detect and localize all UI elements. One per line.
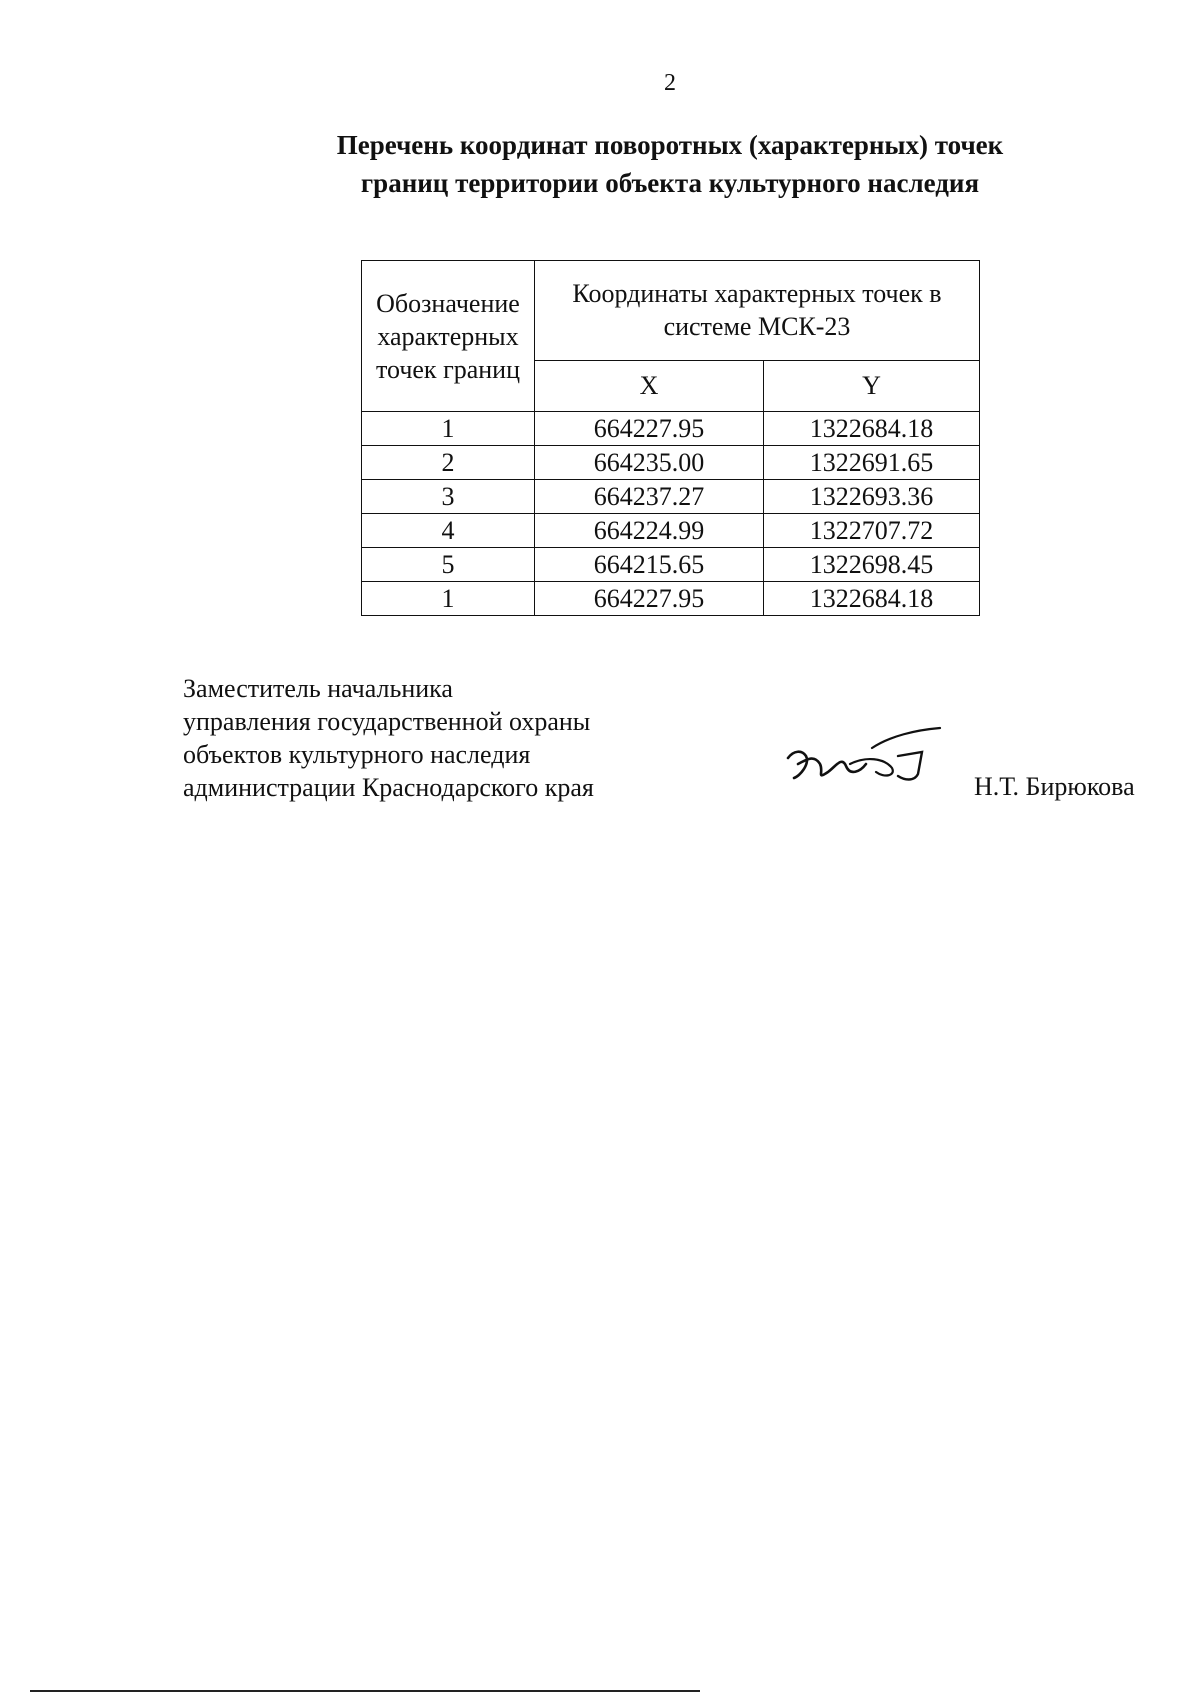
- y-value: 1322693.36: [764, 480, 980, 514]
- point-number: 2: [362, 446, 535, 480]
- point-number: 3: [362, 480, 535, 514]
- y-value: 1322684.18: [764, 582, 980, 616]
- document-title: [230, 126, 1110, 202]
- x-value: 664227.95: [535, 582, 764, 616]
- point-number: 4: [362, 514, 535, 548]
- signer-line: управления государственной охраны: [183, 707, 591, 736]
- table-row: [362, 548, 980, 582]
- y-value: 1322684.18: [764, 412, 980, 446]
- coordinates-table: [361, 260, 980, 616]
- x-value: 664237.27: [535, 480, 764, 514]
- signer-name: Н.Т. Бирюкова: [974, 772, 1135, 801]
- x-value: 664215.65: [535, 548, 764, 582]
- y-value: 1322691.65: [764, 446, 980, 480]
- header-x: X: [535, 360, 764, 411]
- header-y: Y: [764, 360, 980, 411]
- signer-line: администрации Краснодарского края: [183, 773, 594, 802]
- point-number: 1: [362, 412, 535, 446]
- title-line-2: границ территории объекта культурного наследия: [360, 168, 980, 198]
- point-number: 1: [362, 582, 535, 616]
- x-value: 664227.95: [535, 412, 764, 446]
- title-line-1: Перечень координат поворотных (характерных) точек: [336, 130, 1004, 160]
- signer-line: объектов культурного наследия: [183, 740, 531, 769]
- header-designation: Обозначение характерных точек границ: [362, 261, 535, 412]
- table-row: [362, 514, 980, 548]
- point-number: 5: [362, 548, 535, 582]
- signer-position: [183, 672, 594, 804]
- table-row: [362, 480, 980, 514]
- x-value: 664224.99: [535, 514, 764, 548]
- handwritten-signature: [780, 720, 960, 800]
- table-row: [362, 446, 980, 480]
- x-value: 664235.00: [535, 446, 764, 480]
- signer-line: Заместитель начальника: [183, 674, 453, 703]
- footer-divider: [30, 1690, 700, 1692]
- table-row: [362, 412, 980, 446]
- y-value: 1322698.45: [764, 548, 980, 582]
- page-number: 2: [664, 70, 676, 96]
- y-value: 1322707.72: [764, 514, 980, 548]
- table-row: [362, 582, 980, 616]
- header-coordinate-system: Координаты характерных точек в системе МСК-23: [535, 261, 980, 361]
